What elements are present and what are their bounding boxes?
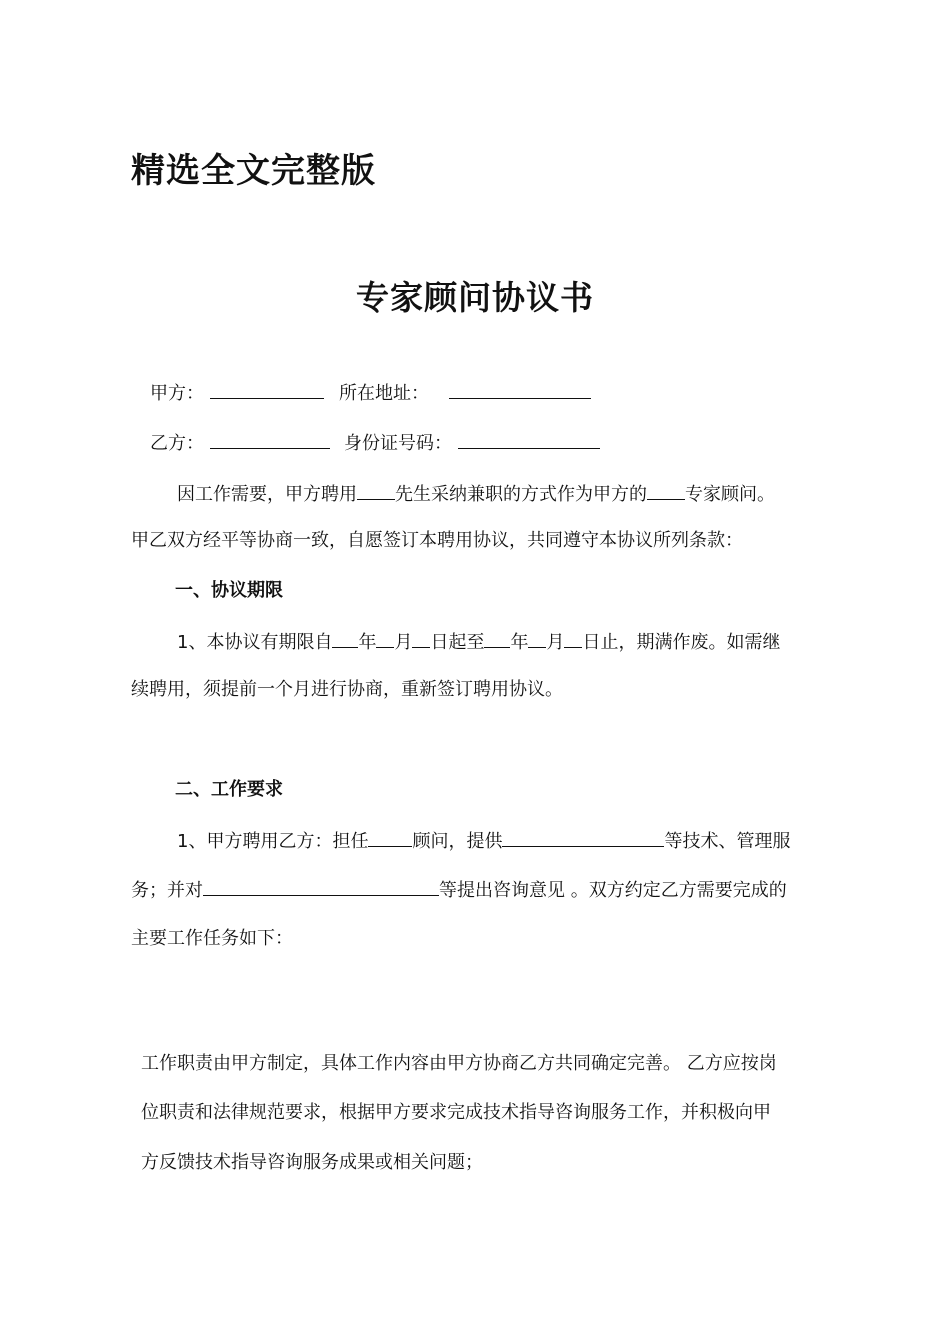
- party-a-address-line: [339, 380, 591, 406]
- start-day-blank: [412, 629, 430, 648]
- party-b-id-label: 身份证号码：: [344, 433, 452, 454]
- end-day-blank: [564, 629, 582, 648]
- section-1-item-1-line-2: 续聘用，须提前一个月进行协商，重新签订聘用协议。: [131, 679, 563, 700]
- req-text-2: 顾问，提供: [412, 831, 503, 852]
- intro-text-b: 先生采纳兼职的方式作为甲方的: [395, 484, 647, 505]
- intro-text-c: 专家顾问。: [685, 484, 775, 505]
- end-month-blank: [528, 629, 546, 648]
- consultant-role-blank: [368, 828, 412, 847]
- start-year-blank: [332, 629, 358, 648]
- consult-topic-blank: [203, 877, 439, 896]
- intro-line-2: 甲乙双方经平等协商一致，自愿签订本聘用协议，共同遵守本协议所列条款：: [131, 530, 743, 551]
- req-text-1: 1、甲方聘用乙方：担任: [177, 831, 369, 852]
- section-2-heading: 二、工作要求: [175, 779, 283, 800]
- party-b-line: [150, 430, 330, 456]
- term-text-2: 年: [358, 632, 377, 653]
- section-1-heading: 一、协议期限: [175, 580, 283, 601]
- agreement-title: 专家顾问协议书: [356, 278, 594, 317]
- section-1-item-1-line-1: [177, 629, 780, 655]
- party-a-address-label: 所在地址：: [339, 383, 429, 404]
- intro-role-blank: [647, 481, 685, 500]
- term-text-7: 日止，期满作废。如需继: [582, 632, 781, 653]
- req-text-3: 等技术、管理服: [664, 831, 791, 852]
- section-2-item-1-line-3: 主要工作任务如下：: [131, 928, 293, 949]
- term-text-5: 年: [510, 632, 529, 653]
- services-blank: [502, 828, 664, 847]
- term-text-6: 月: [546, 632, 565, 653]
- start-month-blank: [376, 629, 394, 648]
- section-2-item-1-line-2: [131, 877, 787, 903]
- party-b-label: 乙方：: [150, 433, 204, 454]
- intro-line-1: [177, 481, 775, 507]
- party-a-address-blank: [449, 380, 591, 399]
- party-a-blank: [210, 380, 324, 399]
- req-text-5: 等提出咨询意见 。双方约定乙方需要完成的: [439, 880, 787, 901]
- intro-name-blank: [357, 481, 395, 500]
- party-b-id-line: [344, 430, 600, 456]
- party-a-label: 甲方：: [150, 383, 204, 404]
- section-2-item-1-line-1: [177, 828, 790, 854]
- duties-line-2: 位职责和法律规范要求，根据甲方要求完成技术指导咨询服务工作，并积极向甲: [141, 1102, 771, 1123]
- duties-line-3: 方反馈技术指导咨询服务成果或相关问题；: [141, 1152, 483, 1173]
- party-b-blank: [210, 430, 330, 449]
- intro-text-a: 因工作需要，甲方聘用: [177, 484, 357, 505]
- req-text-4: 务；并对: [131, 880, 203, 901]
- party-b-id-blank: [458, 430, 600, 449]
- duties-line-1: 工作职责由甲方制定，具体工作内容由甲方协商乙方共同确定完善。 乙方应按岗: [141, 1053, 777, 1074]
- party-a-line: [150, 380, 324, 406]
- term-text-4: 日起至: [430, 632, 485, 653]
- document-banner: 精选全文完整版: [131, 151, 376, 191]
- term-text-1: 1、本协议有期限自: [177, 632, 333, 653]
- term-text-3: 月: [394, 632, 413, 653]
- end-year-blank: [484, 629, 510, 648]
